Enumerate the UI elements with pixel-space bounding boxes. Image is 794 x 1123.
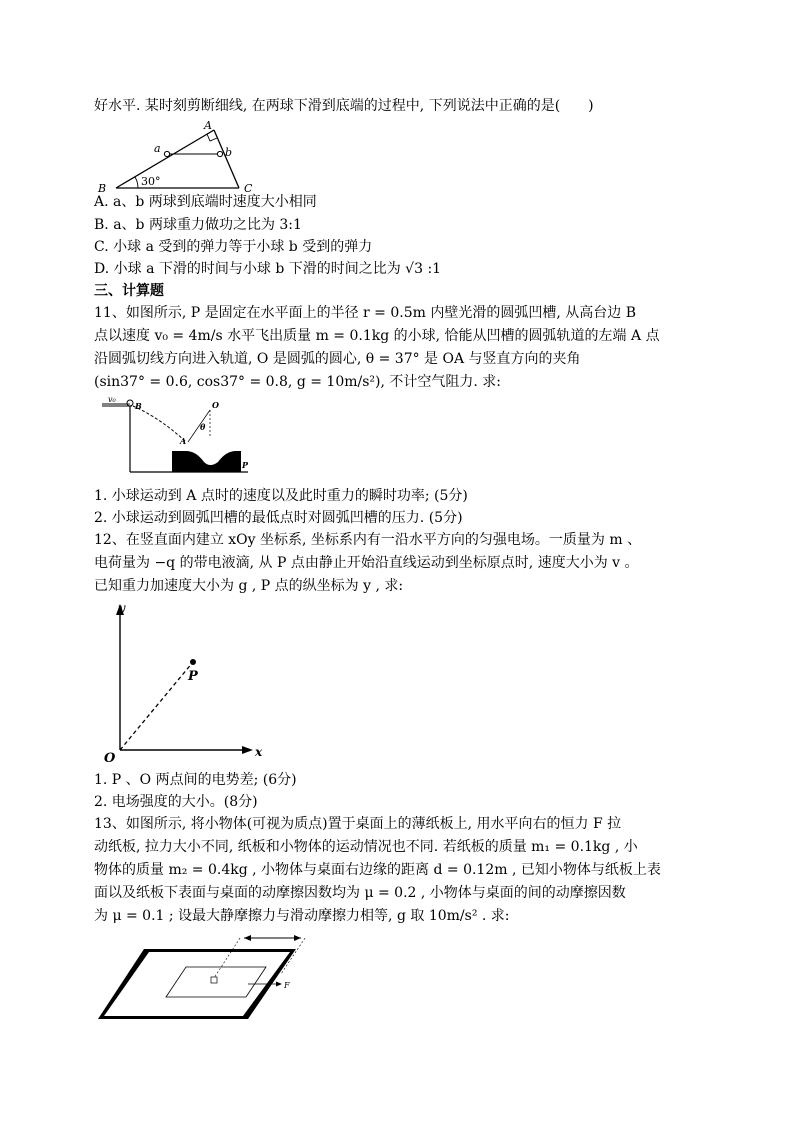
label-O: O bbox=[104, 751, 116, 766]
q12-line-2: 电荷量为 −q 的带电液滴, 从 P 点由静止开始沿直线运动到坐标原点时, 速度大小为 v 。 bbox=[94, 555, 639, 571]
label-P: P bbox=[242, 460, 249, 470]
label-F: F bbox=[284, 981, 290, 990]
q10-triangle-figure bbox=[94, 118, 264, 198]
section-heading: 三、计算题 bbox=[94, 283, 164, 299]
label-C: C bbox=[244, 182, 253, 195]
label-theta: θ bbox=[200, 422, 206, 432]
label-y: y bbox=[118, 601, 125, 615]
q11-line-2: 点以速度 v₀ = 4m/s 水平飞出质量 m = 0.1kg 的小球, 恰能从凹槽的圆弧轨道的左端 A 点 bbox=[94, 328, 660, 344]
label-P: P bbox=[188, 669, 198, 684]
q13-line-4: 面以及纸板下表面与桌面的动摩擦因数均为 μ = 0.2 , 小物体与桌面的间的动摩擦因数 bbox=[94, 885, 626, 901]
label-B: B bbox=[135, 401, 142, 411]
label-A: A bbox=[180, 436, 187, 446]
q10-stem: 好水平. 某时刻剪断细线, 在两球下滑到底端的过程中, 下列说法中正确的是( ) bbox=[94, 98, 594, 114]
q10-option-b: B. a、b 两球重力做功之比为 3:1 bbox=[94, 217, 302, 233]
label-b: b bbox=[225, 146, 233, 159]
q10-option-a: A. a、b 两球到底端时速度大小相同 bbox=[94, 194, 317, 210]
q11-groove-figure bbox=[100, 396, 255, 480]
label-A: A bbox=[204, 119, 212, 132]
q12-sub-2: 2. 电场强度的大小。(8分) bbox=[94, 794, 258, 810]
q13-line-2: 动纸板, 拉力大小不同, 纸板和小物体的运动情况也不同. 若纸板的质量 m₁ = 0.1kg , 小 bbox=[94, 839, 638, 855]
q10-option-c: C. 小球 a 受到的弹力等于小球 b 受到的弹力 bbox=[94, 239, 373, 255]
q13-line-1: 13、如图所示, 将小物体(可视为质点)置于桌面上的薄纸板上, 用水平向右的恒力 F 拉 bbox=[94, 816, 622, 832]
q11-line-4: (sin37° = 0.6, cos37° = 0.8, g = 10m/s²), 不计空气阻力. 求: bbox=[94, 374, 501, 390]
q13-table-figure bbox=[96, 934, 316, 1029]
label-v0: v₀ bbox=[108, 395, 116, 404]
label-angle: 30° bbox=[141, 175, 161, 188]
q12-sub-1: 1. P 、O 两点间的电势差; (6分) bbox=[94, 772, 297, 788]
q12-coordinate-figure bbox=[100, 600, 270, 765]
q12-line-3: 已知重力加速度大小为 g , P 点的纵坐标为 y , 求: bbox=[94, 578, 404, 594]
q13-line-3: 物体的质量 m₂ = 0.4kg , 小物体与桌面右边缘的距离 d = 0.12m , 已知小物体与纸板上表 bbox=[94, 862, 661, 878]
label-O: O bbox=[212, 400, 219, 410]
q13-line-5: 为 μ = 0.1 ; 设最大静摩擦力与滑动摩擦力相等, g 取 10m/s² . 求: bbox=[94, 908, 510, 924]
q10-option-d: D. 小球 a 下滑的时间与小球 b 下滑的时间之比为 √3 :1 bbox=[94, 261, 442, 277]
q11-line-3: 沿圆弧切线方向进入轨道, O 是圆弧的圆心, θ = 37° 是 OA 与竖直方向的夹角 bbox=[94, 351, 581, 367]
q11-line-1: 11、如图所示, P 是固定在水平面上的半径 r = 0.5m 内壁光滑的圆弧凹槽, 从高台边 B bbox=[94, 305, 636, 321]
label-B: B bbox=[98, 182, 107, 195]
label-a: a bbox=[154, 142, 161, 155]
label-x: x bbox=[255, 745, 263, 759]
q11-sub-1: 1. 小球运动到 A 点时的速度以及此时重力的瞬时功率; (5分) bbox=[94, 488, 468, 504]
q11-sub-2: 2. 小球运动到圆弧凹槽的最低点时对圆弧凹槽的压力. (5分) bbox=[94, 510, 463, 526]
q12-line-1: 12、在竖直面内建立 xOy 坐标系, 坐标系内有一沿水平方向的匀强电场。一质量为 m 、 bbox=[94, 532, 642, 548]
